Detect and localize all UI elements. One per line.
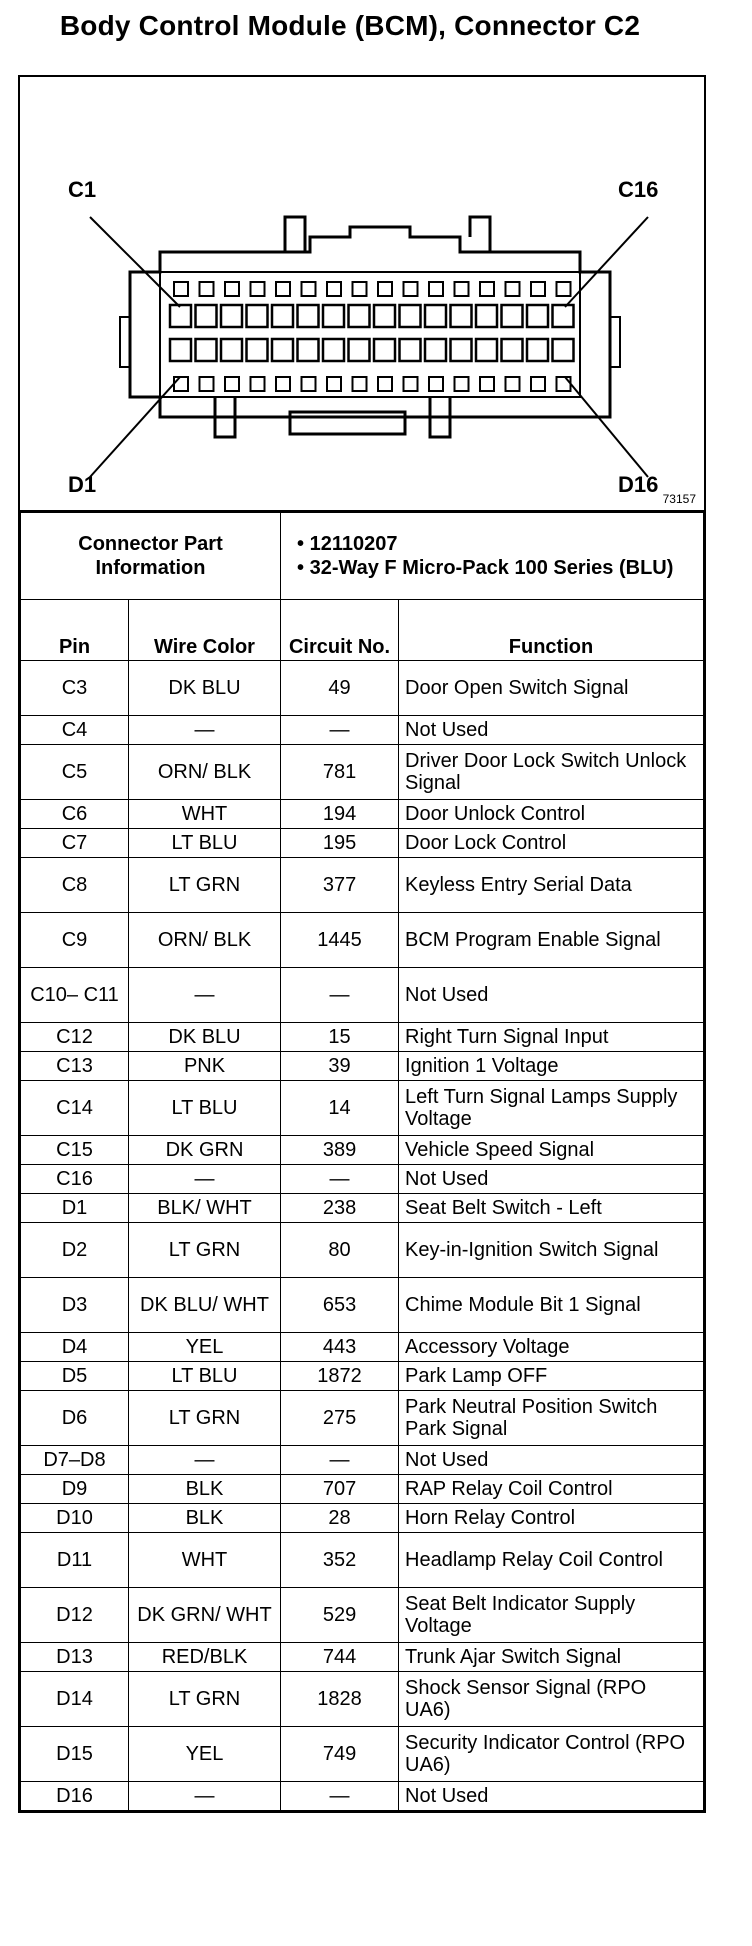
terminal-window: [251, 282, 265, 296]
wire-color-cell: RED/BLK: [129, 1643, 281, 1672]
pin-cavity: [298, 339, 319, 361]
function-cell: Not Used: [399, 1782, 704, 1811]
function-cell: Accessory Voltage: [399, 1333, 704, 1362]
circuit-cell: —: [281, 1782, 399, 1811]
function-cell: Chime Module Bit 1 Signal: [399, 1278, 704, 1333]
pin-row: [21, 1278, 704, 1333]
terminal-window: [353, 377, 367, 391]
function-cell: Door Unlock Control: [399, 800, 704, 829]
pin-row: [21, 1504, 704, 1533]
function-cell: Right Turn Signal Input: [399, 1023, 704, 1052]
wire-color-cell: ORN/ BLK: [129, 745, 281, 800]
pin-cell: C15: [21, 1136, 129, 1165]
pin-cell: C16: [21, 1165, 129, 1194]
pin-row: [21, 913, 704, 968]
pin-row: [21, 1391, 704, 1446]
terminal-window: [327, 377, 341, 391]
pin-cell: C3: [21, 661, 129, 716]
connector-sheet: [18, 75, 706, 1813]
wire-color-cell: ORN/ BLK: [129, 913, 281, 968]
pin-cavity: [221, 305, 242, 327]
pin-row: [21, 1194, 704, 1223]
function-cell: Left Turn Signal Lamps Supply Voltage: [399, 1081, 704, 1136]
terminal-window: [302, 282, 316, 296]
wire-color-cell: —: [129, 1782, 281, 1811]
pin-cell: C9: [21, 913, 129, 968]
terminal-window: [225, 377, 239, 391]
connector-diagram: [20, 77, 704, 512]
circuit-cell: 195: [281, 829, 399, 858]
circuit-cell: —: [281, 1165, 399, 1194]
pin-cell: D13: [21, 1643, 129, 1672]
wire-color-cell: BLK: [129, 1504, 281, 1533]
figure-number: 73157: [662, 492, 696, 506]
pin-cell: D3: [21, 1278, 129, 1333]
circuit-cell: 28: [281, 1504, 399, 1533]
pin-cavity: [502, 339, 523, 361]
wire-color-cell: —: [129, 968, 281, 1023]
pin-row: [21, 1643, 704, 1672]
pin-cavity: [247, 339, 268, 361]
circuit-cell: —: [281, 1446, 399, 1475]
pin-cell: C13: [21, 1052, 129, 1081]
circuit-cell: 389: [281, 1136, 399, 1165]
terminal-window: [455, 282, 469, 296]
pin-rows: [21, 661, 704, 1811]
circuit-cell: 49: [281, 661, 399, 716]
function-cell: Driver Door Lock Switch Unlock Signal: [399, 745, 704, 800]
circuit-cell: 744: [281, 1643, 399, 1672]
circuit-cell: 653: [281, 1278, 399, 1333]
pin-cavity: [349, 305, 370, 327]
pin-cell: C8: [21, 858, 129, 913]
function-cell: Seat Belt Indicator Supply Voltage: [399, 1588, 704, 1643]
wire-color-cell: LT GRN: [129, 1391, 281, 1446]
wire-color-cell: DK GRN: [129, 1136, 281, 1165]
function-cell: Headlamp Relay Coil Control: [399, 1533, 704, 1588]
terminal-window: [174, 377, 188, 391]
wire-color-cell: DK BLU: [129, 661, 281, 716]
pin-row: [21, 1362, 704, 1391]
pin-cavity: [298, 305, 319, 327]
terminal-window: [404, 282, 418, 296]
pin-cell: C5: [21, 745, 129, 800]
circuit-cell: 39: [281, 1052, 399, 1081]
wire-color-cell: —: [129, 716, 281, 745]
function-cell: Shock Sensor Signal (RPO UA6): [399, 1672, 704, 1727]
pin-cavity: [221, 339, 242, 361]
terminal-window: [378, 377, 392, 391]
circuit-cell: —: [281, 968, 399, 1023]
pin-cell: C14: [21, 1081, 129, 1136]
terminal-window: [531, 377, 545, 391]
circuit-cell: 194: [281, 800, 399, 829]
pin-row: [21, 716, 704, 745]
header-circuit: Circuit No.: [281, 600, 399, 661]
pin-cavity: [196, 305, 217, 327]
pin-cell: D15: [21, 1727, 129, 1782]
connector-part-number: • 12110207: [297, 533, 398, 555]
wire-color-cell: —: [129, 1446, 281, 1475]
label-c1: C1: [68, 177, 97, 202]
terminal-window: [404, 377, 418, 391]
connector-info-label: Connector Part Information: [21, 513, 281, 600]
column-header-row: [21, 600, 704, 661]
wire-color-cell: LT GRN: [129, 858, 281, 913]
pin-cell: C12: [21, 1023, 129, 1052]
wire-color-cell: DK BLU/ WHT: [129, 1278, 281, 1333]
terminal-window: [480, 282, 494, 296]
pin-cavity: [272, 339, 293, 361]
wire-color-cell: WHT: [129, 1533, 281, 1588]
wire-color-cell: PNK: [129, 1052, 281, 1081]
function-cell: Door Lock Control: [399, 829, 704, 858]
function-cell: Key-in-Ignition Switch Signal: [399, 1223, 704, 1278]
connector-face-drawing: [20, 77, 704, 510]
terminal-window: [506, 377, 520, 391]
terminal-window: [531, 282, 545, 296]
header-function: Function: [399, 600, 704, 661]
pin-cavity: [451, 305, 472, 327]
function-cell: Not Used: [399, 1165, 704, 1194]
pin-row: [21, 1165, 704, 1194]
function-cell: RAP Relay Coil Control: [399, 1475, 704, 1504]
pin-cavity: [425, 339, 446, 361]
header-pin: Pin: [21, 600, 129, 661]
circuit-cell: —: [281, 716, 399, 745]
pin-cavity: [400, 339, 421, 361]
pin-row: [21, 1333, 704, 1362]
pin-cavity: [196, 339, 217, 361]
pin-cell: D5: [21, 1362, 129, 1391]
terminal-window: [225, 282, 239, 296]
connector-type: • 32-Way F Micro-Pack 100 Series (BLU): [297, 557, 674, 579]
label-d1: D1: [68, 472, 97, 497]
wire-color-cell: —: [129, 1165, 281, 1194]
function-cell: Horn Relay Control: [399, 1504, 704, 1533]
pin-cavity: [374, 305, 395, 327]
wire-color-cell: BLK: [129, 1475, 281, 1504]
function-cell: BCM Program Enable Signal: [399, 913, 704, 968]
wire-color-cell: LT GRN: [129, 1223, 281, 1278]
pin-cell: D10: [21, 1504, 129, 1533]
pin-cell: C6: [21, 800, 129, 829]
label-d16: D16: [618, 472, 659, 497]
terminal-window: [429, 282, 443, 296]
pin-row: [21, 1446, 704, 1475]
pin-cell: D9: [21, 1475, 129, 1504]
pin-cell: D14: [21, 1672, 129, 1727]
pin-row: [21, 1782, 704, 1811]
pin-cell: C4: [21, 716, 129, 745]
document-title: Body Control Module (BCM), Connector C2: [59, 10, 641, 41]
pin-cavity: [425, 305, 446, 327]
function-cell: Park Lamp OFF: [399, 1362, 704, 1391]
wire-color-cell: LT BLU: [129, 1362, 281, 1391]
circuit-cell: 1872: [281, 1362, 399, 1391]
terminal-window: [276, 282, 290, 296]
function-cell: Ignition 1 Voltage: [399, 1052, 704, 1081]
circuit-cell: 443: [281, 1333, 399, 1362]
function-cell: Trunk Ajar Switch Signal: [399, 1643, 704, 1672]
function-cell: Seat Belt Switch - Left: [399, 1194, 704, 1223]
pin-row: [21, 1052, 704, 1081]
terminal-window: [378, 282, 392, 296]
pin-row: [21, 1081, 704, 1136]
pin-cell: D1: [21, 1194, 129, 1223]
function-cell: Not Used: [399, 1446, 704, 1475]
terminal-window: [302, 377, 316, 391]
pin-cavity: [527, 339, 548, 361]
pin-row: [21, 1223, 704, 1278]
wire-color-cell: LT BLU: [129, 1081, 281, 1136]
wire-color-cell: YEL: [129, 1333, 281, 1362]
pin-cell: D7–D8: [21, 1446, 129, 1475]
function-cell: Security Indicator Control (RPO UA6): [399, 1727, 704, 1782]
pin-cavity: [502, 305, 523, 327]
terminal-window: [353, 282, 367, 296]
function-cell: Door Open Switch Signal: [399, 661, 704, 716]
function-cell: Not Used: [399, 716, 704, 745]
pin-cell: D12: [21, 1588, 129, 1643]
pin-row: [21, 1475, 704, 1504]
wire-color-cell: WHT: [129, 800, 281, 829]
circuit-cell: 352: [281, 1533, 399, 1588]
pin-cavity: [400, 305, 421, 327]
circuit-cell: 707: [281, 1475, 399, 1504]
circuit-cell: 14: [281, 1081, 399, 1136]
pin-row: [21, 1533, 704, 1588]
terminal-window: [276, 377, 290, 391]
pin-cavity: [170, 339, 191, 361]
pin-cell: C10– C11: [21, 968, 129, 1023]
terminal-window: [480, 377, 494, 391]
pin-cavity: [451, 339, 472, 361]
pin-cell: D11: [21, 1533, 129, 1588]
terminal-window: [200, 282, 214, 296]
circuit-cell: 749: [281, 1727, 399, 1782]
label-c16: C16: [618, 177, 659, 202]
pin-cavity: [323, 339, 344, 361]
pin-cavity: [170, 305, 191, 327]
pin-row: [21, 661, 704, 716]
terminal-window: [200, 377, 214, 391]
circuit-cell: 238: [281, 1194, 399, 1223]
terminal-window: [429, 377, 443, 391]
terminal-window: [557, 282, 571, 296]
terminal-window: [174, 282, 188, 296]
wire-color-cell: YEL: [129, 1727, 281, 1782]
circuit-cell: 80: [281, 1223, 399, 1278]
function-cell: Keyless Entry Serial Data: [399, 858, 704, 913]
pin-cavity: [272, 305, 293, 327]
pin-cavity: [476, 305, 497, 327]
pin-row: [21, 858, 704, 913]
pin-cavity: [349, 339, 370, 361]
circuit-cell: 1828: [281, 1672, 399, 1727]
circuit-cell: 1445: [281, 913, 399, 968]
terminal-window: [506, 282, 520, 296]
wire-color-cell: LT BLU: [129, 829, 281, 858]
wire-color-cell: LT GRN: [129, 1672, 281, 1727]
pin-row: [21, 829, 704, 858]
terminal-window: [327, 282, 341, 296]
pin-cell: C7: [21, 829, 129, 858]
connector-info-values: [281, 513, 704, 600]
pin-cavity: [527, 305, 548, 327]
function-cell: Park Neutral Position Switch Park Signal: [399, 1391, 704, 1446]
pin-cell: D6: [21, 1391, 129, 1446]
circuit-cell: 529: [281, 1588, 399, 1643]
pin-cavity: [323, 305, 344, 327]
pin-cavity: [247, 305, 268, 327]
terminal-window: [251, 377, 265, 391]
wire-color-cell: DK BLU: [129, 1023, 281, 1052]
pin-row: [21, 1588, 704, 1643]
pin-row: [21, 968, 704, 1023]
terminal-window: [557, 377, 571, 391]
pin-cavity: [374, 339, 395, 361]
circuit-cell: 275: [281, 1391, 399, 1446]
pin-row: [21, 1672, 704, 1727]
pinout-table: [20, 512, 704, 1811]
function-cell: Not Used: [399, 968, 704, 1023]
wire-color-cell: BLK/ WHT: [129, 1194, 281, 1223]
wire-color-cell: DK GRN/ WHT: [129, 1588, 281, 1643]
pin-cavity: [553, 305, 574, 327]
pin-cell: D2: [21, 1223, 129, 1278]
pin-row: [21, 745, 704, 800]
circuit-cell: 781: [281, 745, 399, 800]
pin-row: [21, 1023, 704, 1052]
pin-cavity: [553, 339, 574, 361]
function-cell: Vehicle Speed Signal: [399, 1136, 704, 1165]
header-wire-color: Wire Color: [129, 600, 281, 661]
pin-cell: D16: [21, 1782, 129, 1811]
pin-cell: D4: [21, 1333, 129, 1362]
pin-row: [21, 1136, 704, 1165]
pin-cavity: [476, 339, 497, 361]
terminal-window: [455, 377, 469, 391]
pin-row: [21, 800, 704, 829]
pin-row: [21, 1727, 704, 1782]
connector-info-row: [21, 513, 704, 600]
circuit-cell: 15: [281, 1023, 399, 1052]
circuit-cell: 377: [281, 858, 399, 913]
